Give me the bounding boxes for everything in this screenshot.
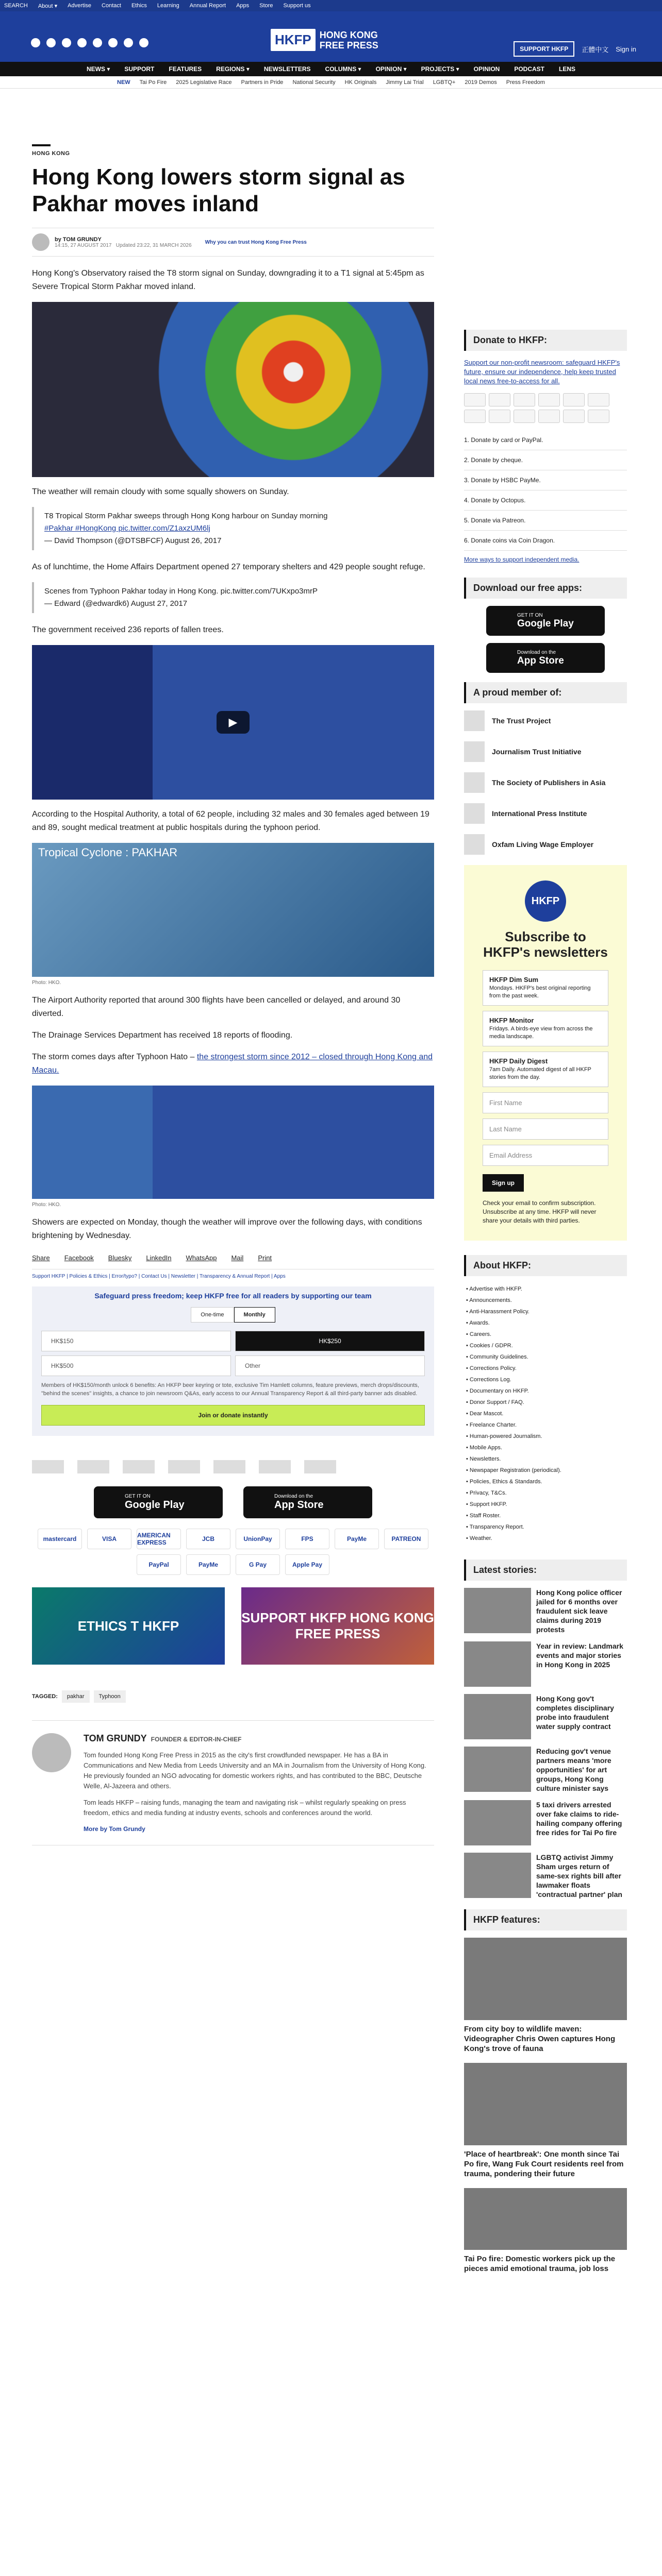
linkedin-icon[interactable]: [108, 38, 118, 47]
share-links: [32, 1254, 434, 1262]
latest-story[interactable]: [464, 1853, 627, 1899]
article: [32, 144, 434, 1845]
author-box: [32, 1720, 434, 1845]
badge-name: App Store: [517, 655, 564, 666]
card-icon: [588, 410, 609, 423]
app-store-badges: [32, 1486, 434, 1518]
card-icon: [489, 393, 510, 406]
card-icon: [538, 410, 560, 423]
card-icon: [514, 393, 535, 406]
card-icon: [563, 410, 585, 423]
nav-item[interactable]: COLUMNS ▾: [325, 65, 361, 73]
org-name: Journalism Trust Initiative: [492, 748, 582, 756]
trust-link[interactable]: Why you can trust Hong Kong Free Press: [205, 239, 307, 245]
share-linkedin[interactable]: LinkedIn: [146, 1254, 172, 1262]
share-facebook[interactable]: Facebook: [64, 1254, 94, 1262]
topic-link[interactable]: Tai Po Fire: [139, 79, 167, 86]
sign-up-button[interactable]: Sign up: [483, 1174, 524, 1192]
hkfp-logo: HKFP: [525, 880, 566, 922]
byline: [32, 228, 434, 257]
app-store-badge[interactable]: [243, 1486, 372, 1518]
monthly-tab[interactable]: Monthly: [234, 1307, 275, 1323]
author-bio: Tom founded Hong Kong Free Press in 2015 as the city's first crowdfunded newspaper. He has a BA in Communications and New Media from Leeds University and an MA in Journalism from the University of Hong Kong. He previously founded an NGO advocating for domestic workers rights, and has contributed to the BBC, Deutsche Welle, Al-Jazeera and others.: [84, 1751, 426, 1790]
topic-nav: [0, 76, 662, 89]
cyclone-track-map: [32, 843, 434, 977]
card-icon: [538, 393, 560, 406]
author-name[interactable]: by TOM GRUNDY: [55, 236, 102, 243]
topbar-item[interactable]: Ethics: [131, 3, 147, 9]
tags: [32, 1690, 434, 1703]
one-time-tab[interactable]: One-time: [191, 1307, 234, 1323]
payment-logo[interactable]: AMERICAN EXPRESS: [137, 1529, 181, 1549]
badge-name: Google Play: [125, 1499, 185, 1511]
story-thumbnail[interactable]: [464, 1800, 531, 1845]
topic-link[interactable]: Press Freedom: [506, 79, 545, 86]
org-name: The Trust Project: [492, 717, 551, 725]
topbar-item[interactable]: Contact: [102, 3, 121, 9]
about-link[interactable]: • Mobile Apps.: [466, 1445, 502, 1451]
paragraph: The government received 236 reports of fallen trees.: [32, 625, 224, 634]
language-link[interactable]: 正體中文: [582, 45, 609, 54]
email-input[interactable]: Email Address: [483, 1145, 608, 1166]
logo-line-1: HONG KONG: [319, 29, 378, 40]
paragraph: The weather will remain cloudy with some squally showers on Sunday.: [32, 487, 289, 496]
latest-heading: Latest stories:: [464, 1560, 627, 1581]
newsletter-note: Check your email to confirm subscription. Unsubscribe at any time. HKFP will never share your details with third parties.: [483, 1199, 597, 1224]
badge-name: Google Play: [517, 618, 574, 629]
about-link[interactable]: • Policies, Ethics & Standards.: [466, 1479, 542, 1485]
support-hkfp-button[interactable]: SUPPORT HKFP: [514, 41, 574, 57]
about-link[interactable]: • Awards.: [466, 1320, 490, 1326]
about-link[interactable]: • Donor Support / FAQ.: [466, 1399, 524, 1405]
payment-logo[interactable]: G Pay: [236, 1554, 280, 1575]
partner-logo[interactable]: [77, 1460, 109, 1473]
image-caption: Photo: HKO.: [32, 980, 61, 986]
logo-line-2: FREE PRESS: [319, 40, 378, 50]
share-link[interactable]: Share: [32, 1254, 50, 1262]
feature-title[interactable]: Tai Po fire: Domestic workers pick up the pieces amid emotional trauma, job loss: [464, 2255, 616, 2273]
about-link[interactable]: • Advertise with HKFP.: [466, 1286, 522, 1292]
author-name[interactable]: TOM GRUNDY: [84, 1733, 147, 1743]
partner-logos: [32, 1456, 434, 1477]
forecast-image: [32, 1086, 434, 1199]
about-link[interactable]: • Weather.: [466, 1535, 492, 1541]
site-logo[interactable]: [271, 29, 378, 51]
partner-logo[interactable]: [213, 1460, 245, 1473]
amount-option-selected[interactable]: HK$250: [235, 1331, 425, 1351]
apps-heading: Download our free apps:: [464, 578, 627, 599]
tag[interactable]: pakhar: [62, 1690, 90, 1703]
google-play-badge[interactable]: [94, 1486, 223, 1518]
org-logo: [464, 803, 485, 824]
topbar-item[interactable]: Learning: [157, 3, 179, 9]
story-title[interactable]: Hong Kong police officer jailed for 6 months over fraudulent sick leave claims during 2019 protests: [536, 1588, 622, 1634]
tweet-text: T8 Tropical Storm Pakhar sweeps through Hong Kong harbour on Sunday morning: [44, 512, 328, 520]
partner-logo[interactable]: [123, 1460, 155, 1473]
author-bio: Tom leads HKFP – raising funds, managing the team and navigating risk – whilst regularly speaking on press freedom, ethics and media funding at industry events, schools and conferences around the world.: [84, 1799, 406, 1817]
nav-item[interactable]: SUPPORT: [124, 65, 155, 73]
more-by-author-link[interactable]: More by Tom Grundy: [84, 1825, 145, 1833]
more-ways-link[interactable]: More ways to support independent media.: [464, 556, 580, 563]
tag[interactable]: Typhoon: [94, 1690, 126, 1703]
about-link[interactable]: • Dear Mascot.: [466, 1411, 504, 1417]
paragraph: Showers are expected on Monday, though the weather will improve over the following days, with conditions brightening by Wednesday.: [32, 1218, 422, 1240]
satellite-image: [32, 302, 434, 477]
story-title[interactable]: Reducing gov't venue partners means 'more opportunities' for art groups, Hong Kong culture minister says: [536, 1747, 611, 1792]
nav-item[interactable]: FEATURES: [169, 65, 202, 73]
about-link[interactable]: • Announcements.: [466, 1297, 512, 1303]
nav-item[interactable]: LENS: [558, 65, 575, 73]
top-bar: [0, 0, 662, 11]
new-badge: NEW: [117, 79, 130, 86]
topbar-item[interactable]: About ▾: [38, 3, 58, 9]
feature-title[interactable]: From city boy to wildlife maven: Videographer Chris Owen captures Hong Kong's trove of fauna: [464, 2025, 616, 2053]
story-thumbnail[interactable]: [464, 1694, 531, 1739]
latest-story[interactable]: [464, 1800, 627, 1845]
social-icons: [31, 38, 148, 47]
org-logo: [464, 772, 485, 793]
story-thumbnail[interactable]: [464, 1588, 531, 1633]
last-name-input[interactable]: Last Name: [483, 1118, 608, 1140]
about-link[interactable]: • Newspaper Registration (periodical).: [466, 1467, 561, 1473]
hato-article-link[interactable]: the strongest storm since 2012 – closed through Hong Kong and Macau.: [32, 1053, 433, 1075]
member-heading: A proud member of:: [464, 682, 627, 703]
topic-link[interactable]: Partners in Pride: [241, 79, 284, 86]
play-icon[interactable]: ▶: [217, 711, 250, 734]
topbar-item[interactable]: Support us: [283, 3, 311, 9]
google-play-badge[interactable]: [486, 606, 605, 636]
youtube-icon[interactable]: [93, 38, 102, 47]
payment-logo[interactable]: FPS: [285, 1529, 329, 1549]
card-icon: [464, 410, 486, 423]
telegram-icon[interactable]: [139, 38, 148, 47]
latest-story[interactable]: [464, 1747, 627, 1793]
story-thumbnail[interactable]: [464, 1853, 531, 1898]
donate-method[interactable]: 2. Donate by cheque.: [464, 450, 627, 470]
nav-item[interactable]: OPINION: [473, 65, 500, 73]
donate-heading: Safeguard press freedom; keep HKFP free for all readers by supporting our team: [94, 1292, 372, 1300]
threads-icon[interactable]: [77, 38, 87, 47]
donate-method[interactable]: 6. Donate coins via Coin Dragon.: [464, 531, 627, 551]
sidebar: [464, 330, 627, 2283]
logo-wordmark: [320, 30, 378, 50]
x-icon[interactable]: [46, 38, 56, 47]
frequency-toggle: [41, 1307, 425, 1323]
tweet-text: Scenes from Typhoon Pakhar today in Hong Kong. pic.twitter.com/7UKxpo3mrP: [44, 587, 318, 596]
logo-mark: HKFP: [271, 29, 316, 51]
badge-small: Download on the: [274, 1494, 313, 1499]
topbar-item[interactable]: Store: [259, 3, 273, 9]
option-desc: Mondays. HKFP's best original reporting from the past week.: [489, 985, 591, 999]
tweet-links[interactable]: #Pakhar #HongKong pic.twitter.com/Z1axzUM6lj: [44, 524, 210, 533]
latest-story[interactable]: [464, 1641, 627, 1687]
ethics-banner[interactable]: ETHICS T HKFP: [32, 1587, 225, 1665]
story-title[interactable]: 5 taxi drivers arrested over fake claims to ride-hailing company offering free rides for Tai Po fire: [536, 1801, 622, 1837]
newsletter-option[interactable]: [483, 1011, 608, 1046]
tags-label: TAGGED:: [32, 1693, 58, 1700]
badge-small: GET IT ON: [125, 1494, 151, 1499]
about-links: [464, 1283, 627, 1544]
share-bluesky[interactable]: Bluesky: [108, 1254, 132, 1262]
feature-image[interactable]: [464, 2063, 627, 2145]
about-link[interactable]: • Community Guidelines.: [466, 1354, 528, 1360]
donate-method[interactable]: 1. Donate by card or PayPal.: [464, 430, 627, 450]
story-title[interactable]: LGBTQ activist Jimmy Sham urges return of same-sex rights bill after lawmaker floats 'contractual partner' plan: [536, 1853, 622, 1899]
about-link[interactable]: • Freelance Charter.: [466, 1422, 517, 1428]
author-role: FOUNDER & EDITOR-IN-CHIEF: [151, 1736, 242, 1743]
paragraph-text: The storm comes days after Typhoon Hato –: [32, 1053, 197, 1061]
app-store-badge[interactable]: [486, 643, 605, 673]
card-icon: [464, 393, 486, 406]
header-actions: [514, 41, 636, 57]
payment-logo[interactable]: Apple Pay: [285, 1554, 329, 1575]
donate-link[interactable]: Support our non-profit newsroom: safeguard HKFP's future, ensure our independence, help keep trusted local news free-to-access for all.: [464, 359, 620, 385]
badge-small: Download on the: [517, 649, 556, 655]
share-mail[interactable]: Mail: [231, 1254, 244, 1262]
weather-video[interactable]: [32, 645, 434, 800]
partner-logo[interactable]: [304, 1460, 336, 1473]
amount-options: [41, 1331, 425, 1376]
date: 14:15, 27 AUGUST 2017: [55, 242, 112, 248]
donate-methods: [464, 430, 627, 551]
share-print[interactable]: Print: [258, 1254, 272, 1262]
tweet-author[interactable]: — Edward (@edwardk6) August 27, 2017: [44, 599, 188, 608]
topbar-item[interactable]: Apps: [236, 3, 250, 9]
bluesky-icon[interactable]: [124, 38, 133, 47]
option-desc: 7am Daily. Automated digest of all HKFP stories from the day.: [489, 1066, 591, 1080]
feature-image[interactable]: [464, 1938, 627, 2020]
topbar-item[interactable]: Annual Report: [189, 3, 226, 9]
amount-other[interactable]: Other: [235, 1355, 425, 1376]
badge-small: GET IT ON: [517, 612, 543, 618]
payment-logo[interactable]: PayPal: [137, 1554, 181, 1575]
badge-name: App Store: [274, 1499, 324, 1511]
image-caption: Photo: HKO.: [32, 1202, 61, 1208]
join-donate-button[interactable]: Join or donate instantly: [41, 1405, 425, 1426]
org-name: The Society of Publishers in Asia: [492, 778, 606, 787]
article-category[interactable]: HONG KONG: [32, 150, 70, 157]
topic-link[interactable]: HK Originals: [344, 79, 377, 86]
paragraph: [32, 1050, 434, 1077]
story-title[interactable]: Hong Kong gov't completes disciplinary probe into fraudulent water supply contract: [536, 1694, 614, 1731]
card-icon: [489, 410, 510, 423]
promo-banners: [32, 1587, 434, 1665]
article-title: Hong Kong lowers storm signal as Pakhar moves inland: [32, 164, 405, 216]
donate-text: [464, 358, 627, 386]
facebook-icon[interactable]: [31, 38, 40, 47]
payment-logo[interactable]: mastercard: [38, 1529, 82, 1549]
about-heading: About HKFP:: [464, 1255, 627, 1276]
paragraph: Hong Kong's Observatory raised the T8 storm signal on Sunday, downgrading it to a T1 signal at 5:45pm as Severe Tropical Storm Pakhar moved inland.: [32, 269, 424, 291]
payment-logo[interactable]: PATREON: [384, 1529, 428, 1549]
partner-logo[interactable]: [32, 1460, 64, 1473]
newsletter-option[interactable]: [483, 1052, 608, 1087]
payment-methods: [32, 1529, 434, 1575]
about-link[interactable]: • Staff Roster.: [466, 1513, 501, 1519]
tweet-author[interactable]: — David Thompson (@DTSBFCF) August 26, 2017: [44, 536, 222, 545]
amount-option[interactable]: HK$150: [41, 1331, 231, 1351]
story-thumbnail[interactable]: [464, 1747, 531, 1792]
support-banner[interactable]: SUPPORT HKFP HONG KONG FREE PRESS: [241, 1587, 434, 1665]
card-logos: [464, 393, 627, 423]
card-icon: [563, 393, 585, 406]
sign-in-link[interactable]: Sign in: [616, 45, 636, 53]
about-link[interactable]: • Corrections Policy.: [466, 1365, 517, 1371]
paragraph: The Airport Authority reported that around 300 flights have been cancelled or delayed, and around 30 diverted.: [32, 996, 401, 1018]
nav-item[interactable]: PROJECTS ▾: [421, 65, 459, 73]
topbar-item[interactable]: SEARCH: [4, 3, 28, 9]
partner-logo[interactable]: [168, 1460, 200, 1473]
nav-item[interactable]: PODCAST: [514, 65, 544, 73]
org-name: International Press Institute: [492, 809, 587, 818]
author-avatar[interactable]: [32, 1733, 71, 1772]
paragraph: According to the Hospital Authority, a total of 62 people, including 32 males and 30 females aged between 19 and 89, sought medical treatment at public hospitals during the typhoon period.: [32, 810, 429, 832]
topic-link[interactable]: 2019 Demos: [465, 79, 497, 86]
main-nav: [0, 62, 662, 76]
org-logo: [464, 710, 485, 731]
latest-story[interactable]: [464, 1694, 627, 1739]
donate-method[interactable]: 3. Donate by HSBC PayMe.: [464, 470, 627, 490]
option-desc: Fridays. A birds-eye view from across the media landscape.: [489, 1026, 593, 1040]
org-logo: [464, 741, 485, 762]
about-link[interactable]: • Transparency Report.: [466, 1524, 524, 1530]
member-org[interactable]: [464, 741, 627, 762]
story-title[interactable]: Year in review: Landmark events and major stories in Hong Kong in 2025: [536, 1642, 623, 1669]
payment-logo[interactable]: PayMe: [186, 1554, 230, 1575]
org-name: Oxfam Living Wage Employer: [492, 840, 594, 849]
payment-logo[interactable]: JCB: [186, 1529, 230, 1549]
amount-option[interactable]: HK$500: [41, 1355, 231, 1376]
card-icon: [588, 393, 609, 406]
newsletter-option[interactable]: [483, 970, 608, 1006]
option-title: HKFP Dim Sum: [489, 976, 539, 984]
paragraph: As of lunchtime, the Home Affairs Department opened 27 temporary shelters and 429 people sought refuge.: [32, 563, 425, 571]
about-link[interactable]: • Human-powered Journalism.: [466, 1433, 542, 1439]
about-link[interactable]: • Newsletters.: [466, 1456, 501, 1462]
card-icon: [514, 410, 535, 423]
donate-method[interactable]: 5. Donate via Patreon.: [464, 511, 627, 531]
payment-logo[interactable]: PayMe: [335, 1529, 379, 1549]
topic-link[interactable]: 2025 Legislative Race: [176, 79, 232, 86]
about-link[interactable]: • Corrections Log.: [466, 1377, 511, 1383]
about-link[interactable]: • Cookies / GDPR.: [466, 1343, 513, 1349]
partner-logo[interactable]: [259, 1460, 291, 1473]
share-whatsapp[interactable]: WhatsApp: [186, 1254, 217, 1262]
feature-image[interactable]: [464, 2188, 627, 2250]
kicker-bar: [32, 144, 51, 146]
publish-date: [55, 243, 192, 248]
nav-item[interactable]: NEWS ▾: [87, 65, 110, 73]
payment-logo[interactable]: VISA: [87, 1529, 131, 1549]
member-org[interactable]: [464, 710, 627, 731]
donate-heading: Donate to HKFP:: [464, 330, 627, 351]
first-name-input[interactable]: First Name: [483, 1092, 608, 1113]
payment-logo[interactable]: UnionPay: [236, 1529, 280, 1549]
features-heading: HKFP features:: [464, 1909, 627, 1930]
feature-story[interactable]: [464, 2188, 627, 2274]
paragraph: The Drainage Services Department has received 18 reports of flooding.: [32, 1031, 293, 1040]
about-link[interactable]: • Documentary on HKFP.: [466, 1388, 529, 1394]
feature-story[interactable]: [464, 2063, 627, 2179]
donate-widget: [32, 1286, 434, 1436]
newsletter-signup: [464, 865, 627, 1241]
about-link[interactable]: • Support HKFP.: [466, 1501, 507, 1507]
member-org[interactable]: [464, 772, 627, 793]
embedded-tweet: [32, 582, 434, 613]
about-link[interactable]: • Careers.: [466, 1331, 492, 1337]
org-logo: [464, 834, 485, 855]
instagram-icon[interactable]: [62, 38, 71, 47]
option-title: HKFP Daily Digest: [489, 1057, 548, 1065]
topic-link[interactable]: LGBTQ+: [433, 79, 456, 86]
nav-item[interactable]: REGIONS ▾: [216, 65, 250, 73]
feature-title[interactable]: 'Place of heartbreak': One month since Tai Po fire, Wang Fuk Court residents reel from trauma, pondering their future: [464, 2150, 624, 2178]
feature-story[interactable]: [464, 1938, 627, 2054]
latest-story[interactable]: [464, 1588, 627, 1634]
newsletter-title: Subscribe to HKFP's newsletters: [483, 929, 608, 960]
about-link[interactable]: • Privacy, T&Cs.: [466, 1490, 507, 1496]
topic-link[interactable]: National Security: [292, 79, 336, 86]
about-link[interactable]: • Anti-Harassment Policy.: [466, 1309, 529, 1315]
embedded-tweet: [32, 507, 434, 550]
member-org[interactable]: [464, 834, 627, 855]
updated-date: Updated 23:22, 31 MARCH 2026: [115, 242, 192, 248]
member-org[interactable]: [464, 803, 627, 824]
story-thumbnail[interactable]: [464, 1641, 531, 1687]
member-benefits: Members of HK$150/month unlock 6 benefits: An HKFP beer keyring or tote, exclusive Tim Hamlett columns, feature previews, merch drops/discounts, "behind the scenes" insights, a chance to join newsroom Q&As, early access to our Annual Transparency Report & all third-party banner ads disabled.: [41, 1382, 419, 1397]
donate-method[interactable]: 4. Donate by Octopus.: [464, 490, 627, 511]
site-header: [0, 11, 662, 62]
map-title: Tropical Cyclone : PAKHAR: [38, 846, 178, 859]
topbar-item[interactable]: Advertise: [68, 3, 92, 9]
nav-item[interactable]: NEWSLETTERS: [263, 65, 311, 73]
author-avatar[interactable]: [32, 233, 49, 251]
footer-links[interactable]: Support HKFP | Policies & Ethics | Error/typo? | Contact Us | Newsletter | Transparency & Annual Report | Apps: [32, 1269, 434, 1279]
topic-link[interactable]: Jimmy Lai Trial: [386, 79, 424, 86]
option-title: HKFP Monitor: [489, 1016, 534, 1024]
nav-item[interactable]: OPINION ▾: [375, 65, 407, 73]
